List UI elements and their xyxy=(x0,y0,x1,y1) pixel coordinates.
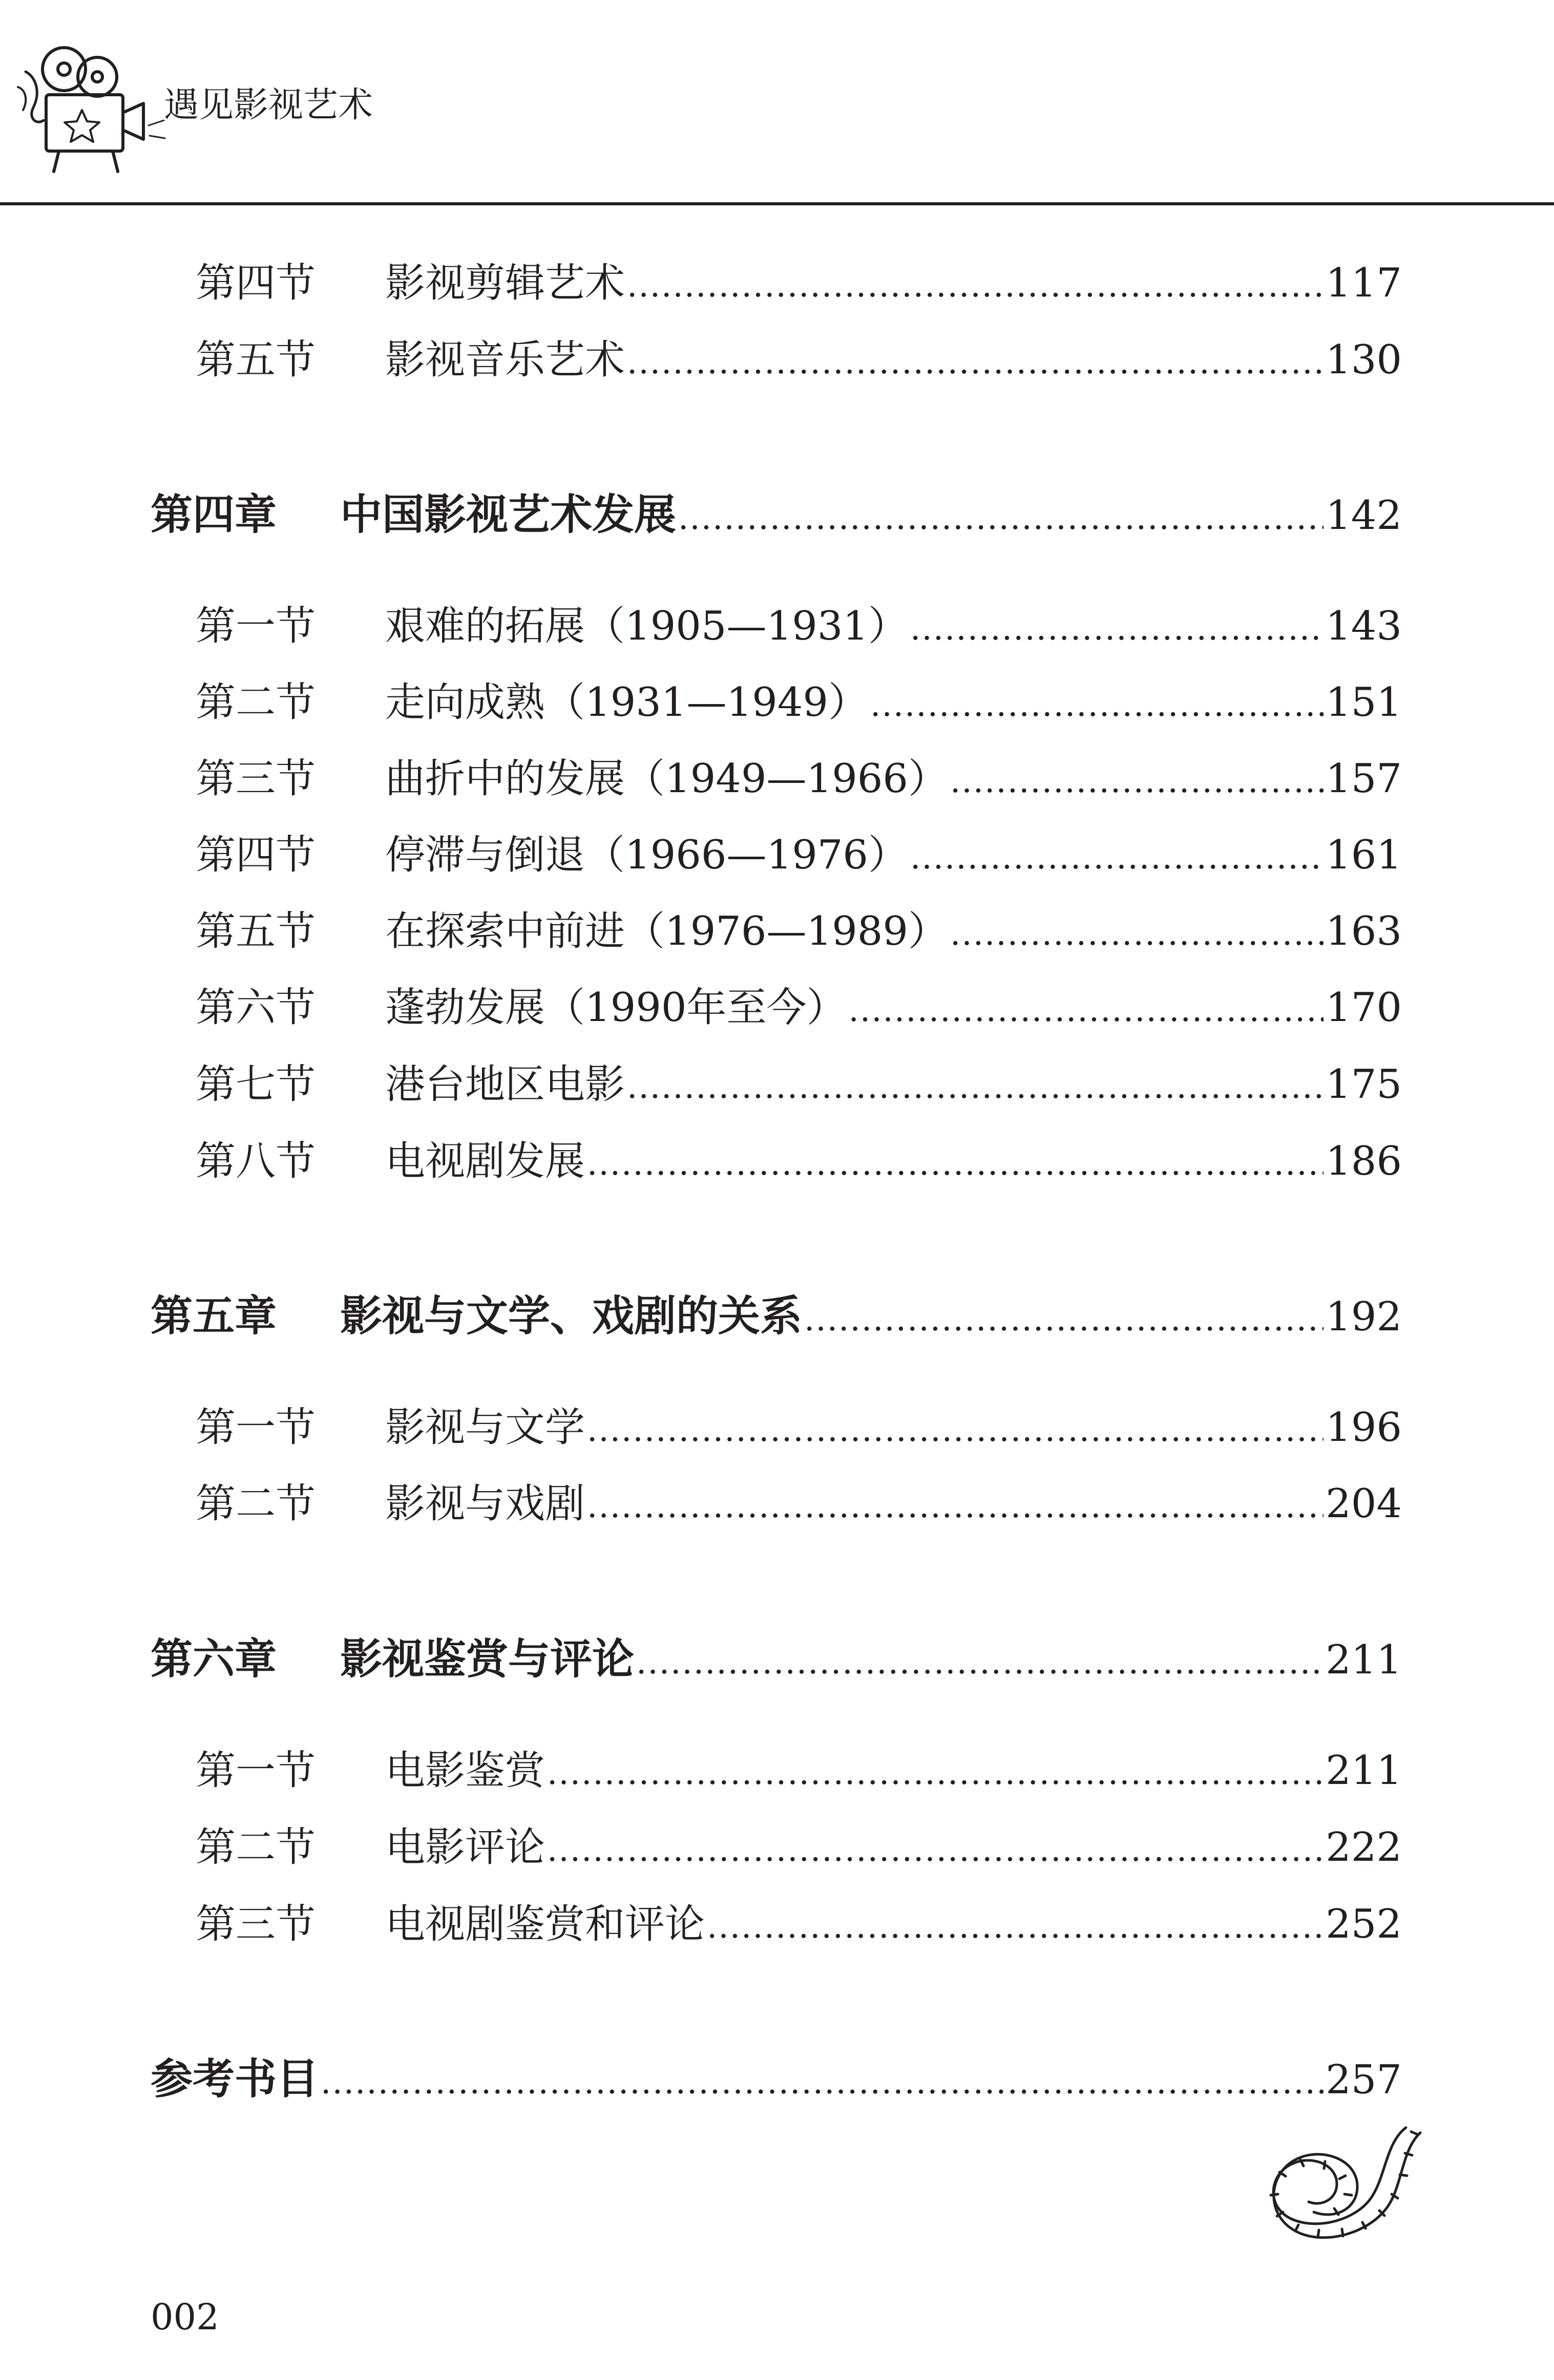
chapter-title: 参考书目 xyxy=(151,2055,319,2103)
toc-label: 第五节 xyxy=(196,337,316,383)
page-number: 002 xyxy=(151,2296,219,2338)
toc-label: 第一节 xyxy=(196,1748,316,1794)
toc-page-number: 142 xyxy=(1326,493,1402,539)
toc-row[interactable] xyxy=(196,1395,1402,1453)
toc-label: 第四节 xyxy=(196,260,316,306)
toc-title: 曲折中的发展（1949—1966） xyxy=(385,756,949,802)
chapter-title: 影视鉴赏与评论 xyxy=(340,1635,635,1684)
dot-leader xyxy=(627,1068,1324,1106)
toc-title: 艰难的拓展（1905—1931） xyxy=(385,603,909,649)
toc-label: 第三节 xyxy=(196,756,316,802)
film-reel-swirl-icon xyxy=(1257,2117,1426,2261)
toc-page-number: 175 xyxy=(1326,1061,1402,1108)
toc-page-number: 211 xyxy=(1326,1637,1402,1683)
dot-leader xyxy=(678,499,1324,537)
toc-label: 第五节 xyxy=(196,908,316,954)
toc-title: 影视音乐艺术 xyxy=(385,337,625,383)
toc-title: 影视与戏剧 xyxy=(385,1481,585,1527)
toc-page-number: 252 xyxy=(1326,1901,1402,1947)
dot-leader xyxy=(587,1488,1324,1525)
toc-row[interactable] xyxy=(196,1052,1402,1110)
dot-leader xyxy=(587,1411,1324,1449)
dot-leader xyxy=(587,1145,1324,1183)
toc-page-number: 161 xyxy=(1326,832,1402,878)
chapter-title: 中国影视艺术发展 xyxy=(340,491,677,539)
toc-label: 第一节 xyxy=(196,1405,316,1451)
toc-label: 第三节 xyxy=(196,1901,316,1947)
toc-row[interactable] xyxy=(196,251,1402,308)
toc-row[interactable] xyxy=(196,328,1402,385)
film-camera-icon xyxy=(15,41,169,174)
toc-page-number: 192 xyxy=(1326,1294,1402,1340)
dot-leader xyxy=(627,344,1324,381)
toc-page-number: 170 xyxy=(1326,985,1402,1031)
toc-row[interactable] xyxy=(196,823,1402,880)
dot-leader xyxy=(547,1831,1324,1869)
toc-page-number: 157 xyxy=(1326,756,1402,802)
toc-row[interactable] xyxy=(196,1892,1402,1949)
dot-leader xyxy=(636,1644,1324,1682)
chapter-label: 第四章 xyxy=(151,491,277,539)
toc-label: 第七节 xyxy=(196,1061,316,1108)
toc-row[interactable] xyxy=(196,899,1402,957)
dot-leader xyxy=(804,1301,1324,1338)
toc-page-number: 257 xyxy=(1326,2057,1402,2103)
toc-page-number: 204 xyxy=(1326,1481,1402,1527)
toc-page-number: 196 xyxy=(1326,1405,1402,1451)
dot-leader xyxy=(910,839,1324,877)
toc-title: 走向成熟（1931—1949） xyxy=(385,679,869,726)
chapter-label: 第五章 xyxy=(151,1292,277,1341)
toc-title: 港台地区电影 xyxy=(385,1061,625,1108)
toc-label: 第八节 xyxy=(196,1138,316,1184)
toc-row[interactable] xyxy=(196,670,1402,728)
running-header xyxy=(15,41,476,174)
toc-row[interactable] xyxy=(196,594,1402,651)
toc-title: 停滞与倒退（1966—1976） xyxy=(385,832,909,878)
dot-leader xyxy=(547,1754,1324,1792)
toc-page-number: 117 xyxy=(1326,260,1402,306)
dot-leader xyxy=(321,2064,1324,2101)
toc-page-number: 186 xyxy=(1326,1138,1402,1184)
toc-title: 电视剧鉴赏和评论 xyxy=(385,1901,705,1947)
toc-label: 第六节 xyxy=(196,985,316,1031)
dot-leader xyxy=(870,686,1324,724)
toc-title: 电影评论 xyxy=(385,1824,545,1871)
toc-row[interactable] xyxy=(196,747,1402,804)
toc-page-number: 222 xyxy=(1326,1824,1402,1871)
toc-row[interactable] xyxy=(196,1738,1402,1796)
toc-chapter-row[interactable] xyxy=(151,1283,1402,1343)
dot-leader xyxy=(627,267,1324,305)
toc-page-number: 151 xyxy=(1326,679,1402,726)
toc-label: 第四节 xyxy=(196,832,316,878)
header-rule xyxy=(0,202,1554,205)
toc-label: 第二节 xyxy=(196,1824,316,1871)
dot-leader xyxy=(950,915,1324,953)
toc-row[interactable] xyxy=(196,1815,1402,1873)
toc-page-number: 143 xyxy=(1326,603,1402,649)
toc-chapter-row[interactable] xyxy=(151,2046,1402,2106)
toc-label: 第二节 xyxy=(196,679,316,726)
toc-chapter-row[interactable] xyxy=(151,481,1402,541)
dot-leader xyxy=(950,762,1324,800)
toc-page-number: 211 xyxy=(1326,1748,1402,1794)
toc-page-number: 130 xyxy=(1326,337,1402,383)
toc-page-number: 163 xyxy=(1326,908,1402,954)
book-title: 遇见影视艺术 xyxy=(164,85,373,125)
toc-title: 影视剪辑艺术 xyxy=(385,260,625,306)
chapter-title: 影视与文学、戏剧的关系 xyxy=(340,1292,803,1341)
toc-title: 电视剧发展 xyxy=(385,1138,585,1184)
toc-title: 在探索中前进（1976—1989） xyxy=(385,908,949,954)
toc-title: 电影鉴赏 xyxy=(385,1748,545,1794)
toc-chapter-row[interactable] xyxy=(151,1626,1402,1686)
dot-leader xyxy=(910,610,1324,648)
toc-row[interactable] xyxy=(196,975,1402,1033)
toc-title: 蓬勃发展（1990年至今） xyxy=(385,985,847,1031)
toc-row[interactable] xyxy=(196,1472,1402,1529)
toc-label: 第一节 xyxy=(196,603,316,649)
toc-label: 第二节 xyxy=(196,1481,316,1527)
toc-title: 影视与文学 xyxy=(385,1405,585,1451)
dot-leader xyxy=(849,991,1324,1029)
toc-row[interactable] xyxy=(196,1129,1402,1186)
chapter-label: 第六章 xyxy=(151,1635,277,1684)
dot-leader xyxy=(707,1908,1324,1946)
